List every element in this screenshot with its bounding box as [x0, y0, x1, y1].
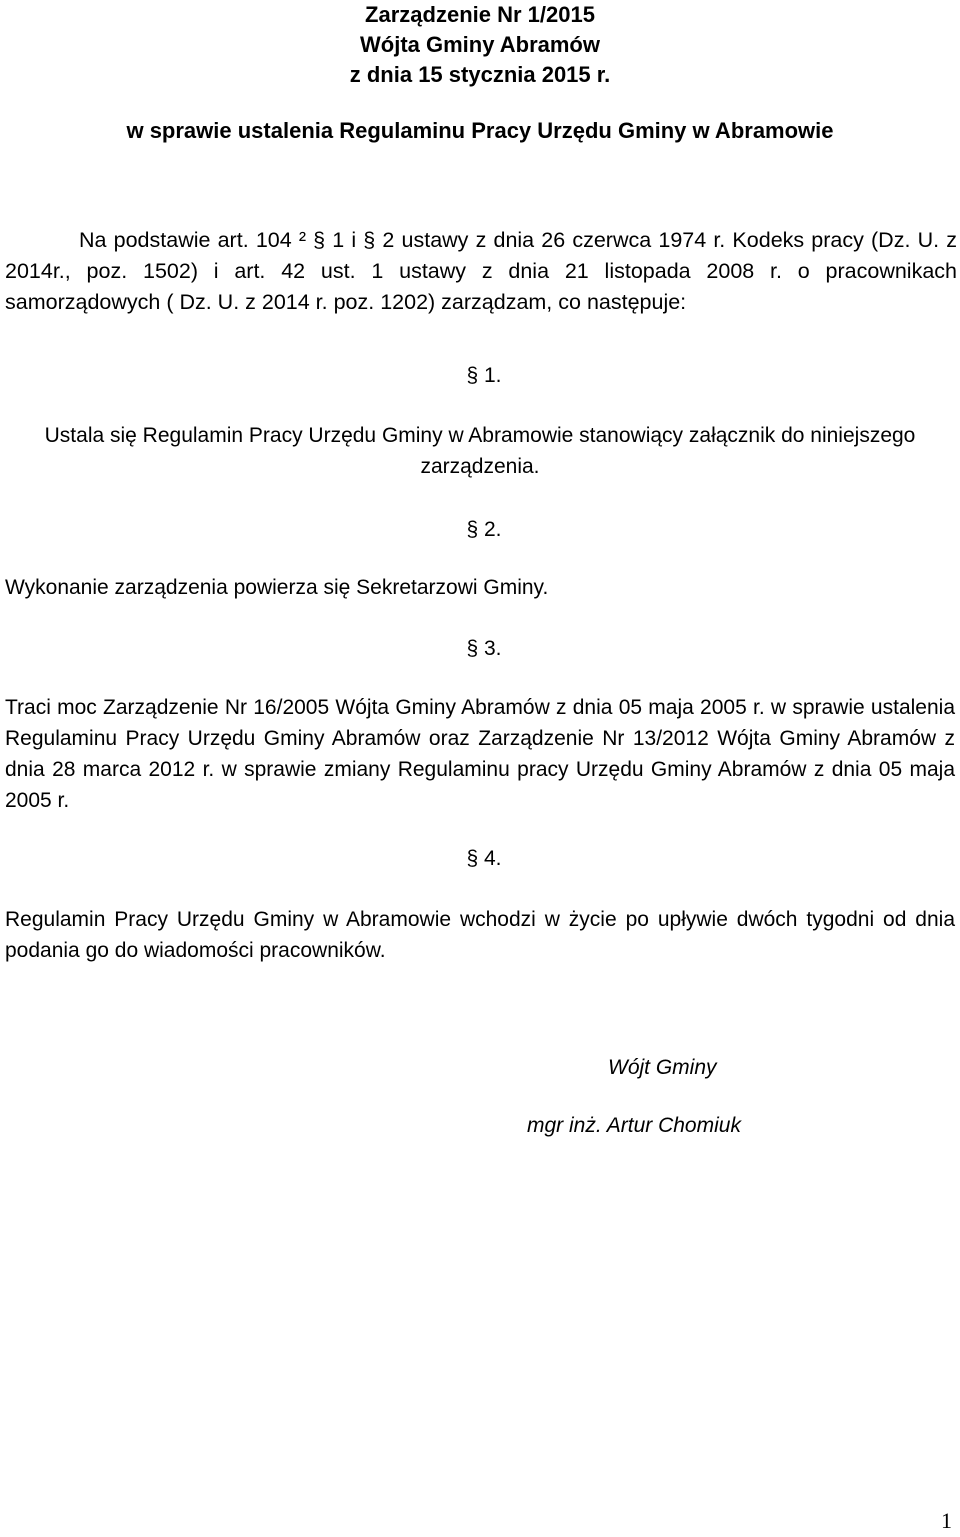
document-header — [0, 0, 960, 90]
section-mark-4: § 4. — [466, 847, 502, 870]
section-text-4: Regulamin Pracy Urzędu Gminy w Abramowie wchodzi w życie po upływie dwóch tygodni od dnia podania go do wiadomości pracowników. — [5, 908, 955, 962]
ordinance-number: Zarządzenie Nr 1/2015 — [365, 2, 595, 27]
section-mark-1: § 1. — [466, 364, 502, 387]
signature-role: Wójt Gminy — [608, 1056, 717, 1079]
section-mark-3: § 3. — [466, 637, 502, 660]
section-mark-2: § 2. — [466, 518, 502, 541]
section-text-1: Ustala się Regulamin Pracy Urzędu Gminy w Abramowie stanowiący załącznik do niniejszego zarządzenia. — [44, 424, 916, 478]
ordinance-subject: w sprawie ustalenia Regulaminu Pracy Urzędu Gminy w Abramowie — [126, 118, 834, 143]
section-text-2: Wykonanie zarządzenia powierza się Sekretarzowi Gminy. — [5, 576, 549, 599]
section-text-3: Traci moc Zarządzenie Nr 16/2005 Wójta Gminy Abramów z dnia 05 maja 2005 r. w sprawie ustalenia Regulaminu Pracy Urzędu Gminy Abramów oraz Zarządzenie Nr 13/2012 Wójta Gminy Abramów z dnia 28 marca 2012 r. w sprawie zmiany Regulaminu pracy Urzędu Gminy Abramów z dnia 05 maja 2005 r. — [5, 696, 955, 812]
page-number: 1 — [941, 1508, 952, 1533]
signature-name: mgr inż. Artur Chomiuk — [527, 1114, 741, 1137]
ordinance-issuer: Wójta Gminy Abramów — [360, 32, 600, 57]
legal-basis: Na podstawie art. 104 ² § 1 i § 2 ustawy z dnia 26 czerwca 1974 r. Kodeks pracy (Dz. U. z 2014r., poz. 1502) i art. 42 ust. 1 ustawy z dnia 21 listopada 2008 r. o pracownikach samorządowych ( Dz. U. z 2014 r. poz. 1202) zarządzam, co następuje: — [5, 228, 957, 314]
ordinance-date: z dnia 15 stycznia 2015 r. — [349, 62, 611, 87]
